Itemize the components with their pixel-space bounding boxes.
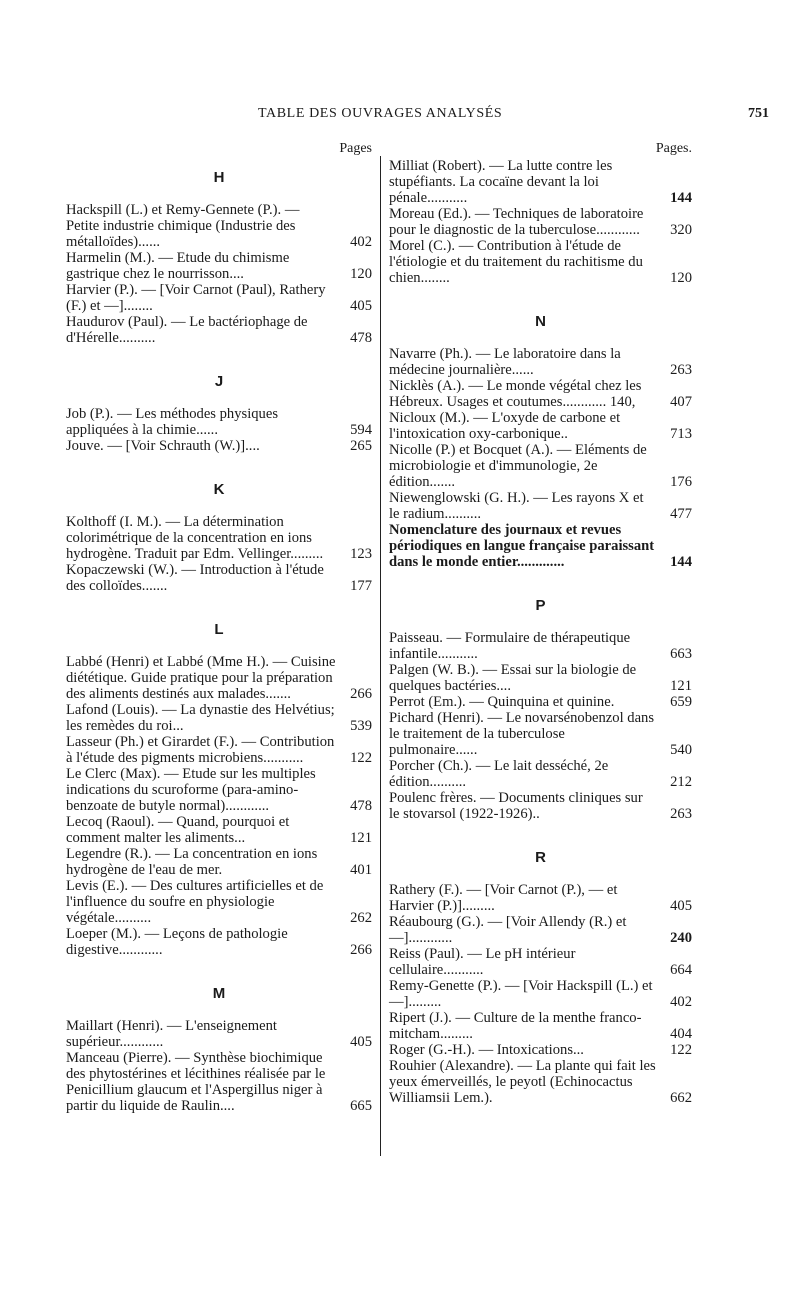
index-entry: Harmelin (M.). — Etude du chimisme gastrique chez le nourrisson.... 120: [66, 250, 372, 282]
left-column: [66, 140, 372, 1114]
index-entry: Job (P.). — Les méthodes physiques appliquées à la chimie...... 594: [66, 406, 372, 438]
section-letter-j: J: [214, 373, 224, 390]
index-entry: Labbé (Henri) et Labbé (Mme H.). — Cuisine diététique. Guide pratique pour la préparation des aliments destinés aux malades....... 266: [66, 654, 372, 702]
index-entry: Porcher (Ch.). — Le lait desséché, 2e édition.......... 212: [389, 758, 692, 790]
index-entry: Manceau (Pierre). — Synthèse biochimique des phytostérines et lécithines réalisée par le Penicillium glaucum et l'Aspergillus niger à partir du liquide de Raulin.... 665: [66, 1050, 372, 1114]
index-entry: Paisseau. — Formulaire de thérapeutique infantile........... 663: [389, 630, 692, 662]
right-column: [389, 140, 692, 1106]
index-entry: Rouhier (Alexandre). — La plante qui fait les yeux émerveillés, le peyotl (Echinocactus Williamsii Lem.). 662: [389, 1058, 692, 1106]
index-entry: Lafond (Louis). — La dynastie des Helvétius; les remèdes du roi... 539: [66, 702, 372, 734]
running-title: TABLE DES OUVRAGES ANALYSÉS: [258, 106, 503, 121]
section-letter-h: H: [213, 169, 225, 186]
column-divider: [380, 156, 381, 1156]
page-header: [0, 106, 800, 126]
index-entry: Perrot (Em.). — Quinquina et quinine. 659: [389, 694, 692, 710]
index-entry: Lecoq (Raoul). — Quand, pourquoi et comment malter les aliments... 121: [66, 814, 372, 846]
index-entry: Rathery (F.). — [Voir Carnot (P.), — et Harvier (P.)]......... 405: [389, 882, 692, 914]
index-entry: Kopaczewski (W.). — Introduction à l'étude des colloïdes....... 177: [66, 562, 372, 594]
index-entry: Morel (C.). — Contribution à l'étude de l'étiologie et du traitement du rachitisme du chien........ 120: [389, 238, 692, 286]
index-entry: Nomenclature des journaux et revues périodiques en langue française paraissant dans le monde entier............. 144: [389, 522, 692, 570]
index-entry: Jouve. — [Voir Schrauth (W.)].... 265: [66, 438, 372, 454]
index-entry: Palgen (W. B.). — Essai sur la biologie de quelques bactéries.... 121: [389, 662, 692, 694]
index-entry: Hackspill (L.) et Remy-Gennete (P.). — Petite industrie chimique (Industrie des métalloïdes)...... 402: [66, 202, 372, 250]
index-entry: Loeper (M.). — Leçons de pathologie digestive............ 266: [66, 926, 372, 958]
index-entry: Roger (G.-H.). — Intoxications... 122: [389, 1042, 692, 1058]
index-entry: Nicklès (A.). — Le monde végétal chez les Hébreux. Usages et coutumes............ 140, 407: [389, 378, 692, 410]
index-entry: Le Clerc (Max). — Etude sur les multiples indications du scuroforme (para-amino-benzoate de butyle normal)............ 478: [66, 766, 372, 814]
index-entry: Nicloux (M.). — L'oxyde de carbone et l'intoxication oxy-carbonique.. 713: [389, 410, 692, 442]
index-entry: Remy-Genette (P.). — [Voir Hackspill (L.) et —]......... 402: [389, 978, 692, 1010]
section-letter-n: N: [535, 313, 546, 330]
pages-label: Pages: [339, 141, 372, 156]
page-number: 751: [748, 106, 769, 121]
section-letter-r: R: [535, 849, 546, 866]
pages-label: Pages.: [655, 141, 692, 156]
index-entry: Moreau (Ed.). — Techniques de laboratoire pour le diagnostic de la tuberculose............ 320: [389, 206, 692, 238]
index-entry: Ripert (J.). — Culture de la menthe franco-mitcham......... 404: [389, 1010, 692, 1042]
index-entry: Navarre (Ph.). — Le laboratoire dans la médecine journalière...... 263: [389, 346, 692, 378]
index-entry: Kolthoff (I. M.). — La détermination colorimétrique de la concentration en ions hydrogène. Traduit par Edm. Vellinger......... 123: [66, 514, 372, 562]
index-entry: Maillart (Henri). — L'enseignement supérieur............ 405: [66, 1018, 372, 1050]
index-entry: Harvier (P.). — [Voir Carnot (Paul), Rathery (F.) et —]........ 405: [66, 282, 372, 314]
section-letter-m: M: [212, 985, 226, 1002]
section-letter-p: P: [535, 597, 546, 614]
section-letter-l: L: [214, 621, 224, 638]
index-entry: Lasseur (Ph.) et Girardet (F.). — Contribution à l'étude des pigments microbiens........... 122: [66, 734, 372, 766]
index-entry: Milliat (Robert). — La lutte contre les stupéfiants. La cocaïne devant la loi pénale........... 144: [389, 158, 692, 206]
index-entry: Haudurov (Paul). — Le bactériophage de d'Hérelle.......... 478: [66, 314, 372, 346]
index-entry: Legendre (R.). — La concentration en ions hydrogène de l'eau de mer. 401: [66, 846, 372, 878]
index-entry: Levis (E.). — Des cultures artificielles et de l'influence du soufre en physiologie végétale.......... 262: [66, 878, 372, 926]
index-entry: Niewenglowski (G. H.). — Les rayons X et le radium.......... 477: [389, 490, 692, 522]
index-entry: Réaubourg (G.). — [Voir Allendy (R.) et —]............ 240: [389, 914, 692, 946]
section-letter-k: K: [213, 481, 225, 498]
index-entry: Pichard (Henri). — Le novarsénobenzol dans le traitement de la tuberculose pulmonaire...... 540: [389, 710, 692, 758]
index-entry: Poulenc frères. — Documents cliniques sur le stovarsol (1922-1926).. 263: [389, 790, 692, 822]
index-entry: Reiss (Paul). — Le pH intérieur cellulaire........... 664: [389, 946, 692, 978]
index-entry: Nicolle (P.) et Bocquet (A.). — Eléments de microbiologie et d'immunologie, 2e édition....... 176: [389, 442, 692, 490]
